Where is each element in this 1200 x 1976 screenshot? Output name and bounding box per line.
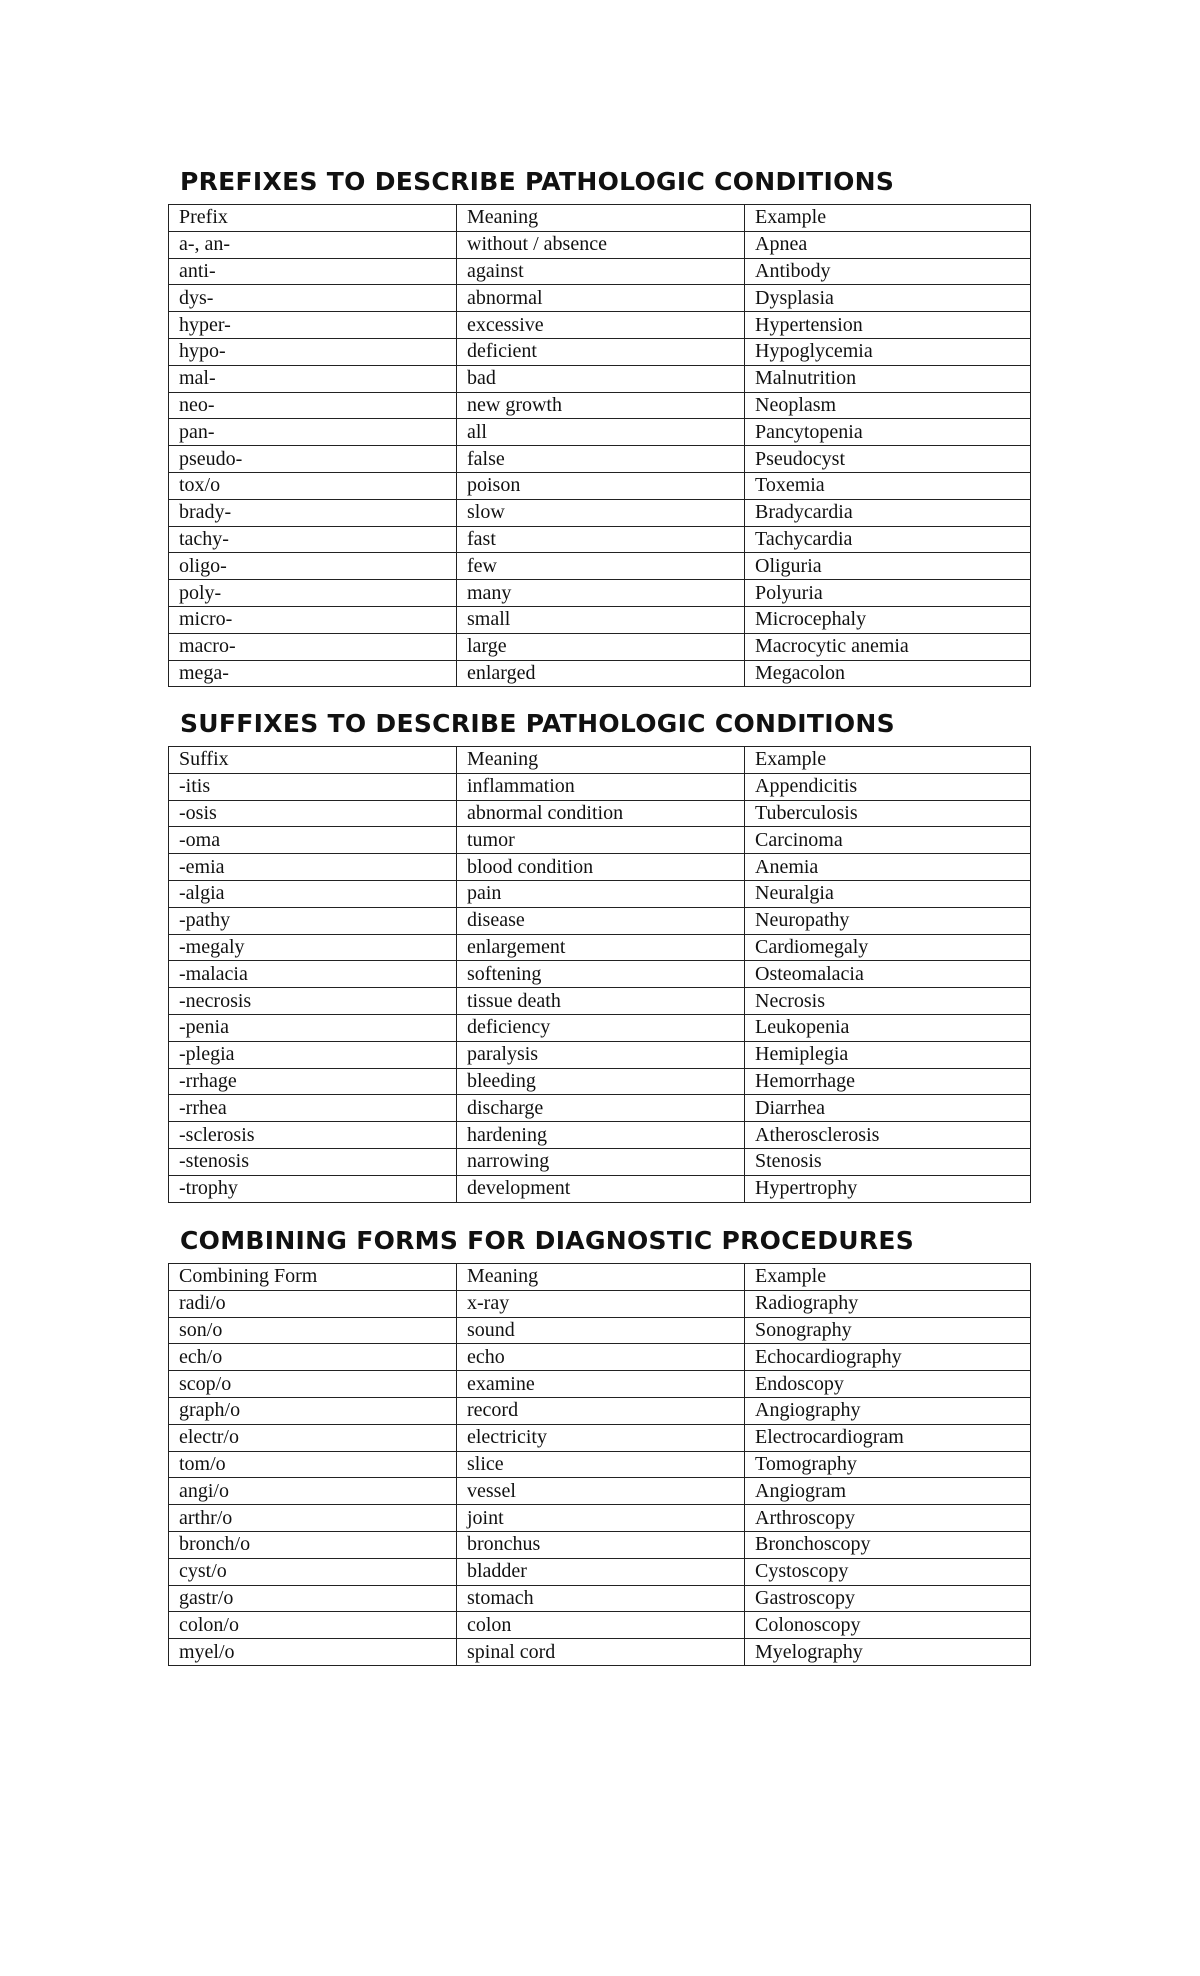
cell-term: -trophy [169,1175,457,1202]
cell-meaning: discharge [457,1095,745,1122]
table-row [169,961,1031,988]
cell-meaning: few [457,553,745,580]
table-row [169,580,1031,607]
table-row [169,1612,1031,1639]
cell-term: graph/o [169,1397,457,1424]
cell-example: Cardiomegaly [745,934,1031,961]
table-row [169,1424,1031,1451]
column-header-meaning: Meaning [457,1264,745,1291]
cell-meaning: new growth [457,392,745,419]
cell-term: cyst/o [169,1558,457,1585]
cell-example: Hemorrhage [745,1068,1031,1095]
cell-meaning: vessel [457,1478,745,1505]
cell-example: Pancytopenia [745,419,1031,446]
cell-example: Malnutrition [745,365,1031,392]
cell-term: -necrosis [169,988,457,1015]
cell-example: Bronchoscopy [745,1531,1031,1558]
cell-meaning: development [457,1175,745,1202]
cell-term: myel/o [169,1639,457,1666]
cell-term: -rrhea [169,1095,457,1122]
column-header-term: Combining Form [169,1264,457,1291]
cell-meaning: false [457,446,745,473]
cell-term: tom/o [169,1451,457,1478]
cell-term: -pathy [169,907,457,934]
cell-meaning: without / absence [457,231,745,258]
cell-meaning: record [457,1397,745,1424]
cell-example: Neuralgia [745,880,1031,907]
cell-term: -megaly [169,934,457,961]
cell-example: Pseudocyst [745,446,1031,473]
table-row [169,1317,1031,1344]
suffixes-title: SUFFIXES TO DESCRIBE PATHOLOGIC CONDITIONS [180,709,895,738]
cell-term: tachy- [169,526,457,553]
table-row [169,365,1031,392]
cell-meaning: fast [457,526,745,553]
cell-meaning: sound [457,1317,745,1344]
cell-example: Macrocytic anemia [745,633,1031,660]
cell-term: -itis [169,773,457,800]
table-row [169,1585,1031,1612]
cell-meaning: abnormal condition [457,800,745,827]
cell-example: Echocardiography [745,1344,1031,1371]
cell-meaning: slow [457,499,745,526]
cell-term: mega- [169,660,457,687]
cell-meaning: hardening [457,1122,745,1149]
cell-term: -emia [169,854,457,881]
prefixes-title: PREFIXES TO DESCRIBE PATHOLOGIC CONDITIONS [180,167,895,196]
column-header-meaning: Meaning [457,205,745,232]
column-header-term: Prefix [169,205,457,232]
cell-example: Hypertension [745,312,1031,339]
cell-term: angi/o [169,1478,457,1505]
combining-forms-table [168,1263,1031,1666]
cell-meaning: abnormal [457,285,745,312]
cell-meaning: slice [457,1451,745,1478]
table-row [169,526,1031,553]
cell-term: oligo- [169,553,457,580]
column-header-example: Example [745,1264,1031,1291]
cell-meaning: enlargement [457,934,745,961]
table-row [169,1068,1031,1095]
cell-term: gastr/o [169,1585,457,1612]
cell-term: micro- [169,606,457,633]
cell-term: bronch/o [169,1531,457,1558]
table-row [169,1451,1031,1478]
cell-term: arthr/o [169,1505,457,1532]
column-header-example: Example [745,205,1031,232]
cell-example: Gastroscopy [745,1585,1031,1612]
column-header-meaning: Meaning [457,747,745,774]
cell-meaning: inflammation [457,773,745,800]
cell-example: Endoscopy [745,1371,1031,1398]
cell-meaning: x-ray [457,1290,745,1317]
table-row [169,419,1031,446]
cell-example: Bradycardia [745,499,1031,526]
cell-term: poly- [169,580,457,607]
table-row [169,1505,1031,1532]
cell-meaning: pain [457,880,745,907]
cell-example: Atherosclerosis [745,1122,1031,1149]
cell-term: pseudo- [169,446,457,473]
cell-example: Hemiplegia [745,1041,1031,1068]
cell-term: -penia [169,1014,457,1041]
cell-term: electr/o [169,1424,457,1451]
table-row [169,1122,1031,1149]
cell-example: Neuropathy [745,907,1031,934]
cell-example: Oliguria [745,553,1031,580]
cell-term: mal- [169,365,457,392]
cell-example: Osteomalacia [745,961,1031,988]
cell-meaning: enlarged [457,660,745,687]
prefixes-section [168,163,1030,687]
cell-meaning: spinal cord [457,1639,745,1666]
column-header-example: Example [745,747,1031,774]
cell-term: tox/o [169,472,457,499]
table-row [169,934,1031,961]
column-header-term: Suffix [169,747,457,774]
table-row [169,1290,1031,1317]
table-row [169,854,1031,881]
cell-meaning: deficient [457,338,745,365]
table-row [169,231,1031,258]
table-row [169,1148,1031,1175]
cell-example: Toxemia [745,472,1031,499]
cell-example: Hypoglycemia [745,338,1031,365]
cell-term: ech/o [169,1344,457,1371]
cell-term: hypo- [169,338,457,365]
cell-meaning: excessive [457,312,745,339]
cell-meaning: bleeding [457,1068,745,1095]
table-row [169,1397,1031,1424]
cell-example: Angiography [745,1397,1031,1424]
cell-meaning: softening [457,961,745,988]
cell-term: neo- [169,392,457,419]
cell-term: son/o [169,1317,457,1344]
table-row [169,1344,1031,1371]
cell-example: Necrosis [745,988,1031,1015]
cell-meaning: all [457,419,745,446]
cell-example: Myelography [745,1639,1031,1666]
cell-example: Anemia [745,854,1031,881]
cell-term: -plegia [169,1041,457,1068]
cell-example: Tomography [745,1451,1031,1478]
cell-term: colon/o [169,1612,457,1639]
cell-meaning: deficiency [457,1014,745,1041]
cell-meaning: joint [457,1505,745,1532]
cell-meaning: large [457,633,745,660]
cell-example: Angiogram [745,1478,1031,1505]
cell-example: Sonography [745,1317,1031,1344]
cell-meaning: blood condition [457,854,745,881]
cell-example: Carcinoma [745,827,1031,854]
cell-example: Colonoscopy [745,1612,1031,1639]
cell-example: Microcephaly [745,606,1031,633]
cell-example: Polyuria [745,580,1031,607]
cell-meaning: paralysis [457,1041,745,1068]
table-row [169,1371,1031,1398]
combining-forms-section [168,1222,1030,1666]
cell-meaning: stomach [457,1585,745,1612]
cell-meaning: disease [457,907,745,934]
table-header-row [169,1264,1031,1291]
table-row [169,800,1031,827]
table-row [169,472,1031,499]
cell-meaning: examine [457,1371,745,1398]
cell-example: Appendicitis [745,773,1031,800]
prefixes-table [168,204,1031,687]
cell-term: -oma [169,827,457,854]
suffixes-table [168,746,1031,1203]
cell-term: radi/o [169,1290,457,1317]
table-row [169,1041,1031,1068]
cell-example: Diarrhea [745,1095,1031,1122]
table-header-row [169,747,1031,774]
suffixes-section [168,705,1030,1203]
table-row [169,1014,1031,1041]
table-row [169,660,1031,687]
table-row [169,446,1031,473]
table-row [169,499,1031,526]
cell-example: Hypertrophy [745,1175,1031,1202]
cell-meaning: bronchus [457,1531,745,1558]
table-row [169,285,1031,312]
cell-meaning: tissue death [457,988,745,1015]
cell-meaning: many [457,580,745,607]
table-row [169,1175,1031,1202]
cell-term: -sclerosis [169,1122,457,1149]
cell-example: Megacolon [745,660,1031,687]
cell-term: hyper- [169,312,457,339]
table-row [169,1558,1031,1585]
table-row [169,312,1031,339]
cell-example: Dysplasia [745,285,1031,312]
cell-term: -rrhage [169,1068,457,1095]
cell-term: scop/o [169,1371,457,1398]
cell-term: brady- [169,499,457,526]
table-row [169,827,1031,854]
cell-example: Electrocardiogram [745,1424,1031,1451]
cell-term: dys- [169,285,457,312]
cell-term: anti- [169,258,457,285]
cell-term: -stenosis [169,1148,457,1175]
table-row [169,880,1031,907]
cell-term: pan- [169,419,457,446]
table-row [169,392,1031,419]
table-row [169,553,1031,580]
cell-example: Cystoscopy [745,1558,1031,1585]
cell-example: Tuberculosis [745,800,1031,827]
table-row [169,1095,1031,1122]
cell-meaning: against [457,258,745,285]
cell-meaning: tumor [457,827,745,854]
table-row [169,606,1031,633]
table-row [169,1478,1031,1505]
cell-example: Radiography [745,1290,1031,1317]
table-row [169,1531,1031,1558]
table-row [169,1639,1031,1666]
cell-example: Antibody [745,258,1031,285]
cell-example: Apnea [745,231,1031,258]
cell-term: -osis [169,800,457,827]
table-row [169,988,1031,1015]
cell-meaning: electricity [457,1424,745,1451]
cell-example: Neoplasm [745,392,1031,419]
cell-term: -algia [169,880,457,907]
cell-term: a-, an- [169,231,457,258]
cell-meaning: bad [457,365,745,392]
cell-example: Tachycardia [745,526,1031,553]
cell-term: macro- [169,633,457,660]
cell-term: -malacia [169,961,457,988]
table-row [169,258,1031,285]
table-header-row [169,205,1031,232]
combining-forms-title: COMBINING FORMS FOR DIAGNOSTIC PROCEDURES [180,1226,915,1255]
cell-meaning: colon [457,1612,745,1639]
table-row [169,907,1031,934]
cell-meaning: bladder [457,1558,745,1585]
table-row [169,338,1031,365]
table-row [169,773,1031,800]
cell-example: Leukopenia [745,1014,1031,1041]
cell-meaning: poison [457,472,745,499]
cell-meaning: small [457,606,745,633]
cell-meaning: narrowing [457,1148,745,1175]
cell-meaning: echo [457,1344,745,1371]
cell-example: Arthroscopy [745,1505,1031,1532]
cell-example: Stenosis [745,1148,1031,1175]
table-row [169,633,1031,660]
